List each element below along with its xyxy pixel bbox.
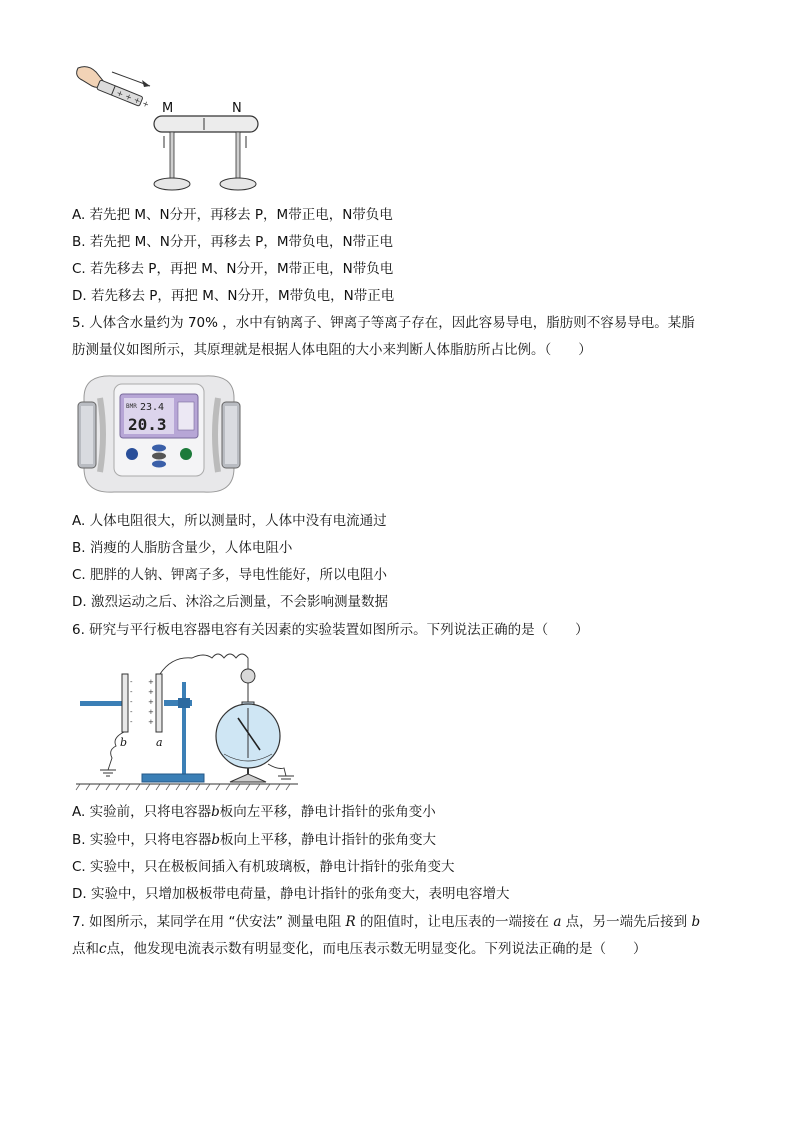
q6-option-a-var: b <box>211 804 220 820</box>
label-m: M <box>162 101 174 116</box>
q7-stem-line2 <box>72 939 647 959</box>
label-b: b <box>120 736 128 749</box>
svg-text:-: - <box>130 678 133 686</box>
q5-option-d: D. 激烈运动之后、沐浴之后测量，不会影响测量数据 <box>72 594 388 610</box>
q6-option-c: C. 实验中，只在极板间插入有机玻璃板，静电计指针的张角变大 <box>72 859 455 875</box>
q5-option-c: C. 肥胖的人钠、钾离子多，导电性能好，所以电阻小 <box>72 567 388 583</box>
label-n: N <box>232 101 242 116</box>
q5-option-b: B. 消瘦的人脂肪含量少，人体电阻小 <box>72 540 293 556</box>
capacitor-figure <box>72 646 302 794</box>
q7-var-b: b <box>691 914 701 930</box>
label-a: a <box>156 736 163 749</box>
fat-meter-figure <box>74 368 244 500</box>
svg-text:+ + + +: + + + + <box>115 88 151 110</box>
q7-text-1: 7. 如图所示，某同学在用 “伏安法” 测量电阻 <box>72 914 342 930</box>
q7-var-c: c <box>99 941 107 957</box>
svg-text:+: + <box>148 688 154 696</box>
q6-option-d: D. 实验中，只增加极板带电荷量，静电计指针的张角变大，表明电容增大 <box>72 886 510 902</box>
plate-b <box>122 674 128 732</box>
q6-option-b-var: b <box>211 832 220 848</box>
q7-text-5: 点，他发现电流表示数有明显变化，而电压表示数无明显变化。下列说法正确的是（ ） <box>106 941 647 957</box>
svg-text:-: - <box>130 718 133 726</box>
svg-text:-: - <box>130 708 133 716</box>
q7-var-r: R <box>345 914 356 930</box>
q5-stem-line1: 5. 人体含水量约为 70% ，水中有钠离子、钾离子等离子存在，因此容易导电，脂肪则不容易导电。某脂 <box>72 315 695 331</box>
svg-text:+: + <box>148 678 154 686</box>
q7-text-2: 的阻值时，让电压表的一端接在 <box>360 914 550 930</box>
q7-text-4: 点和 <box>72 941 99 957</box>
blue-button <box>126 448 138 460</box>
svg-text:+: + <box>148 718 154 726</box>
q6-option-a <box>72 802 436 822</box>
q7-var-a: a <box>553 914 562 930</box>
conductor-mn <box>154 116 258 132</box>
green-button <box>180 448 192 460</box>
q4-option-d: D. 若先移去 P，再把 M、N分开，M带负电，N带正电 <box>72 288 395 304</box>
svg-text:+: + <box>148 708 154 716</box>
svg-text:+: + <box>148 698 154 706</box>
q5-option-a: A. 人体电阻很大，所以测量时，人体中没有电流通过 <box>72 513 387 529</box>
q6-stem: 6. 研究与平行板电容器电容有关因素的实验装置如图所示。下列说法正确的是（ ） <box>72 622 589 638</box>
plate-a <box>156 674 162 732</box>
q6-option-a-pre: A. 实验前，只将电容器 <box>72 804 212 820</box>
q6-option-b-pre: B. 实验中，只将电容器 <box>72 832 212 848</box>
display-label: BMR <box>126 403 137 410</box>
display-main: 20.3 <box>128 415 167 434</box>
q6-option-b <box>72 830 436 850</box>
conductor-figure <box>70 60 270 196</box>
electrometer-knob <box>241 669 255 683</box>
q4-option-c: C. 若先移去 P，再把 M、N分开，M带正电，N带负电 <box>72 261 394 277</box>
svg-text:-: - <box>130 688 133 696</box>
q4-option-a: A. 若先把 M、N分开，再移去 P，M带正电，N带负电 <box>72 207 393 223</box>
q7-text-3: 点，另一端先后接到 <box>565 914 688 930</box>
svg-text:-: - <box>130 698 133 706</box>
charged-rod <box>97 80 151 110</box>
q7-stem-line1 <box>72 912 700 932</box>
display-top: 23.4 <box>140 402 165 413</box>
q5-stem-line2: 肪测量仪如图所示，其原理就是根据人体电阻的大小来判断人体脂肪所占比例。（ ） <box>72 342 592 358</box>
q4-option-b: B. 若先把 M、N分开，再移去 P，M带负电，N带正电 <box>72 234 394 250</box>
q6-option-a-post: 板向左平移，静电计指针的张角变小 <box>219 804 436 820</box>
q6-option-b-post: 板向上平移，静电计指针的张角变大 <box>220 832 436 848</box>
